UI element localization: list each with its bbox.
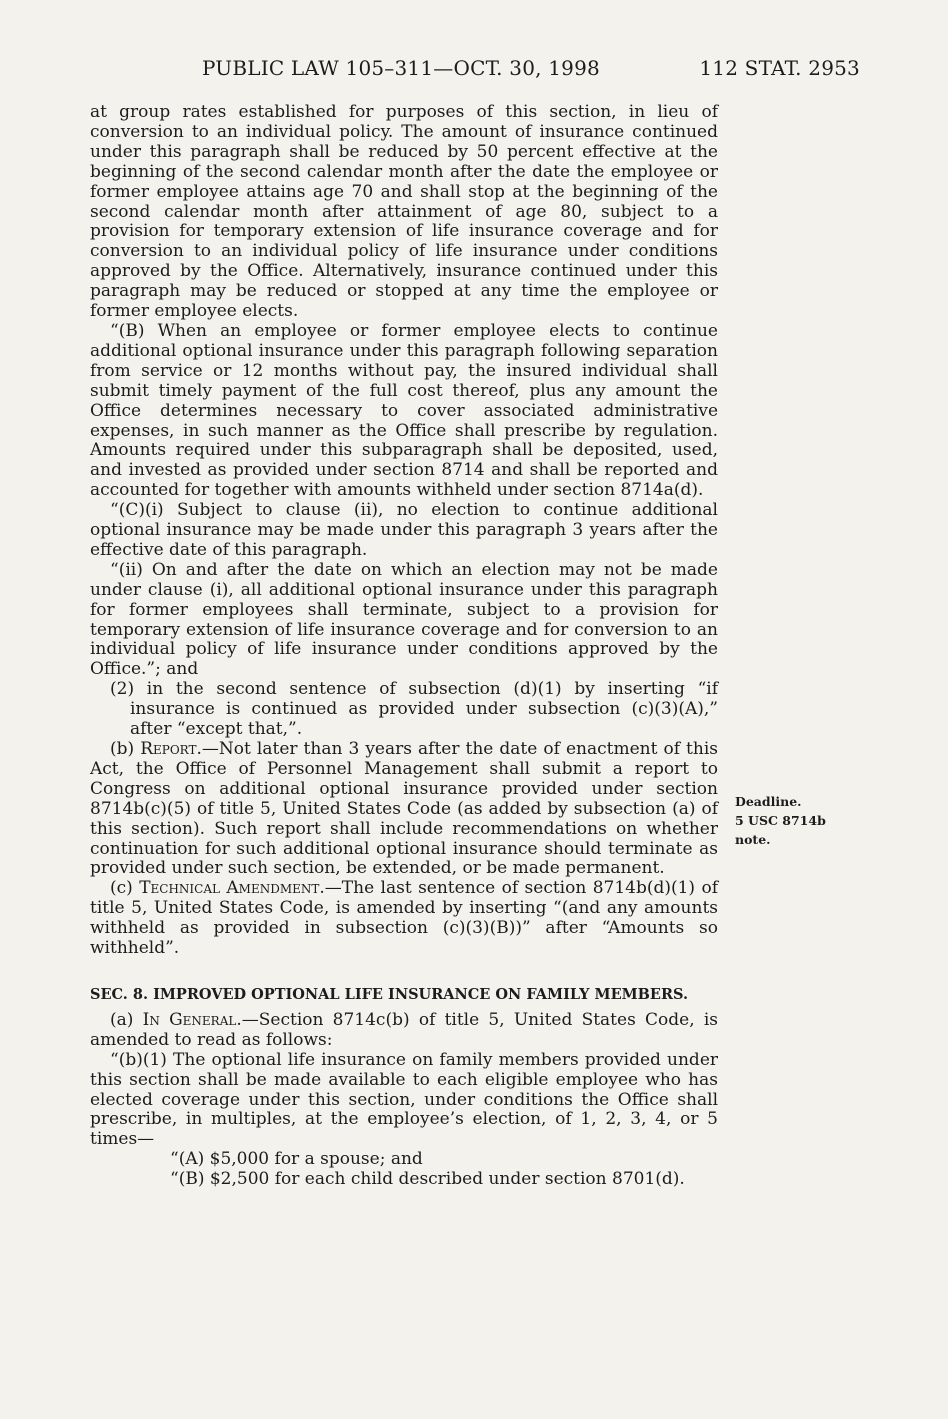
margin-note-usc: 5 USC 8714b [735,813,826,828]
general-lead: (a) [110,1009,143,1030]
stat-citation: 112 STAT. 2953 [699,56,860,80]
report-text: —Not later than 3 years after the date of enactment of this Act, the Office of Personnel Management shall submit a report to Congress on additional optional insurance provided under section 8714b(c)(5) of title 5, United States Code (as added by subsection (a) of this section). Such report shall include recommendations on whether continuation for such additional optional insurance should terminate as provided under such section, be extended, or be made permanent. [90,739,718,879]
margin-note-deadline: Deadline. [735,794,802,809]
paragraph-child: “(B) $2,500 for each child described under section 8701(d). [170,1169,685,1190]
running-title: PUBLIC LAW 105–311—OCT. 30, 1998 [202,56,600,80]
paragraph-clause-ii: “(ii) On and after the date on which an election may not be made under clause (i), all additional optional insurance under this paragraph for former employees shall terminate, subject to a provision for temporary extension of life insurance coverage and for conversion to an individual policy of life insurance under conditions approved by the Office.”; and [90,559,718,680]
paragraph-technical-amendment [90,879,718,959]
general-heading: In General. [142,1009,242,1030]
paragraph-in-general [90,1011,718,1051]
technical-text: —The last sentence of section 8714b(d)(1) of title 5, United States Code, is amended by inserting “(and any amounts withheld as provided in subsection (c)(3)(B))” after “Amounts so withheld”. [90,878,718,959]
paragraph-continuation: at group rates established for purposes of this section, in lieu of conversion to an individual policy. The amount of insurance continued under this paragraph shall be reduced by 50 percent effective at the beginning of the second calendar month after the date the employee or former employee attains age 70 and shall stop at the beginning of the second calendar month after attainment of age 80, subject to a provision for temporary extension of life insurance coverage and for conversion to an individual policy of life insurance under conditions approved by the Office. Alternatively, insurance continued under this paragraph may be reduced or stopped at any time the employee or former employee elects. [90,102,718,322]
page-header [90,56,860,86]
report-lead: (b) [110,739,141,759]
technical-lead: (c) [110,878,140,899]
margin-note-note: note. [735,832,771,847]
report-heading: Report. [140,739,202,759]
margin-note [735,792,826,849]
paragraph-report [90,740,718,879]
paragraph-subparagraph-b: “(B) When an employee or former employee elects to continue additional optional insurance under this paragraph following separation from service or 12 months without pay, the insured individual shall submit timely payment of the full cost thereof, plus any amount the Office determines necessary to cover associated administrative expenses, in such manner as the Office shall prescribe by regulation. Amounts required under this subparagraph shall be deposited, used, and invested as provided under section 8714 and shall be reported and accounted for together with amounts withheld under section 8714a(d). [90,320,718,501]
paragraph-subparagraph-c-i: “(C)(i) Subject to clause (ii), no election to continue additional optional insurance may be made under this paragraph 3 years after the effective date of this paragraph. [90,500,718,560]
paragraph-spouse: “(A) $5,000 for a spouse; and [170,1149,423,1170]
paragraph-b-1: “(b)(1) The optional life insurance on family members provided under this section shall be made available to each eligible employee who has elected coverage under this section, under conditions the Office shall prescribe, in multiples, at the employee’s election, of 1, 2, 3, 4, or 5 times— [90,1049,718,1150]
paragraph-item-2: (2) in the second sentence of subsection (d)(1) by inserting “if insurance is continued as provided under subsection (c)(3)(A),” after “except that,”. [110,679,718,740]
statute-text [90,103,718,1190]
section-heading: SEC. 8. IMPROVED OPTIONAL LIFE INSURANCE ON FAMILY MEMBERS. [90,985,689,1003]
general-text: —Section 8714c(b) of title 5, United States Code, is amended to read as follows: [90,1009,719,1050]
technical-heading: Technical Amendment. [139,878,325,899]
